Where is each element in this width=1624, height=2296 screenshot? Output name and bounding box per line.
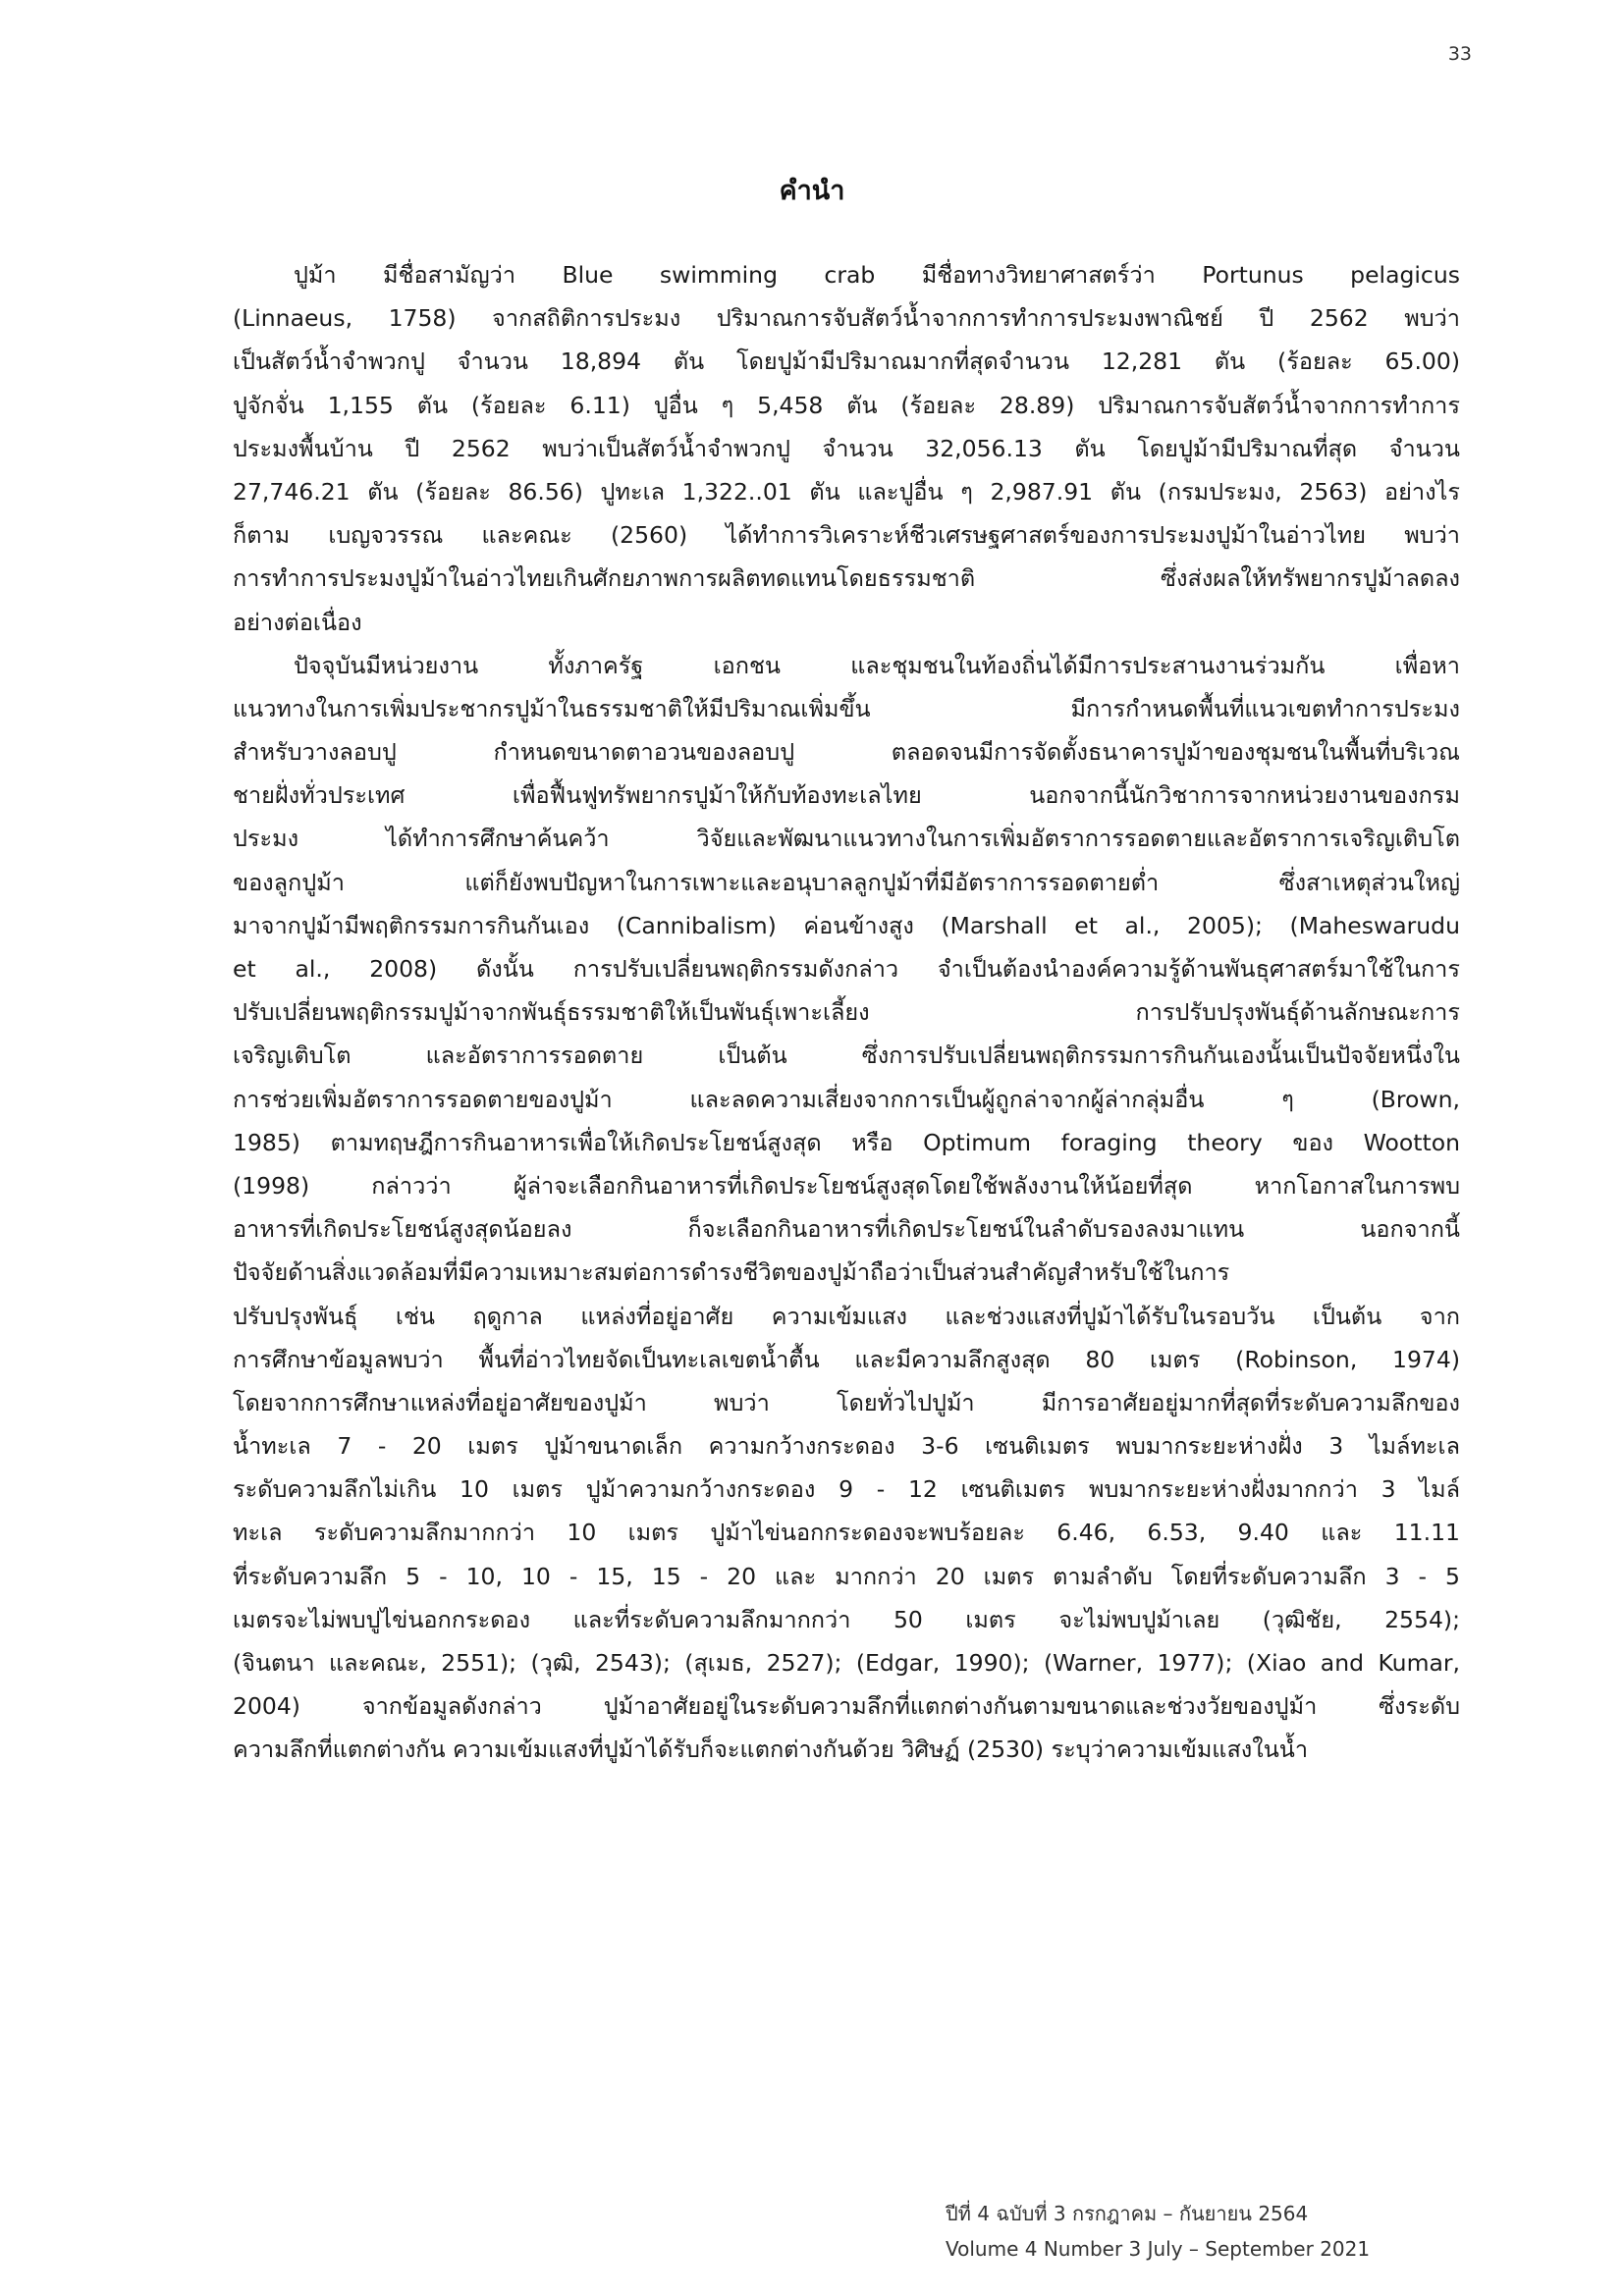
text-line: ระดับความลึกไม่เกิน 10 เมตร ปูม้าความกว้างกระดอง 9 - 12 เซนติเมตร พบมากระยะห่างฝั่งมากกว่า 3 ไมล์ xyxy=(233,1475,1460,1504)
body-text xyxy=(233,253,1460,1772)
page-number: 33 xyxy=(1447,43,1472,65)
paragraph-2 xyxy=(233,644,1460,1772)
text-line: ประมง ได้ทำการศึกษาค้นคว้า วิจัยและพัฒนาแนวทางในการเพิ่มอัตราการรอดตายและอัตราการเจริญเติบโต xyxy=(233,825,1460,853)
section-title: คำนำ xyxy=(779,176,845,206)
text-line: 27,746.21 ตัน (ร้อยละ 86.56) ปูทะเล 1,322..01 ตัน และปูอื่น ๆ 2,987.91 ตัน (กรมประมง, 2563) อย่างไร xyxy=(233,477,1460,506)
text-line: ปัจจัยด้านสิ่งแวดล้อมที่มีความเหมาะสมต่อการดำรงชีวิตของปูม้าถือว่าเป็นส่วนสำคัญสำหรับใช้ในการ xyxy=(233,1258,1230,1287)
text-line: อย่างต่อเนื่อง xyxy=(233,608,362,636)
text-line: ทะเล ระดับความลึกมากกว่า 10 เมตร ปูม้าไข่นอกกระดองจะพบร้อยละ 6.46, 6.53, 9.40 และ 11.11 xyxy=(233,1519,1460,1547)
text-line: การศึกษาข้อมูลพบว่า พื้นที่อ่าวไทยจัดเป็นทะเลเขตน้ำตื้น และมีความลึกสูงสุด 80 เมตร (Robinson, 1974) xyxy=(233,1345,1460,1373)
text-line: ปูจักจั่น 1,155 ตัน (ร้อยละ 6.11) ปูอื่น ๆ 5,458 ตัน (ร้อยละ 28.89) ปริมาณการจับสัตว์น้ำจากการทำการ xyxy=(233,391,1460,419)
text-line: เป็นสัตว์น้ำจำพวกปู จำนวน 18,894 ตัน โดยปูม้ามีปริมาณมากที่สุดจำนวน 12,281 ตัน (ร้อยละ 65.00) xyxy=(233,347,1460,376)
text-line: ประมงพื้นบ้าน ปี 2562 พบว่าเป็นสัตว์น้ำจำพวกปู จำนวน 32,056.13 ตัน โดยปูม้ามีปริมาณที่สุด จำนวน xyxy=(233,434,1460,462)
text-line: et al., 2008) ดังนั้น การปรับเปลี่ยนพฤติกรรมดังกล่าว จำเป็นต้องนำองค์ความรู้ด้านพันธุศาสตร์มาใช้ในการ xyxy=(233,955,1460,983)
text-line: 2004) จากข้อมูลดังกล่าว ปูม้าอาศัยอยู่ในระดับความลึกที่แตกต่างกันตามขนาดและช่วงวัยของปูม้า ซึ่งระดับ xyxy=(233,1692,1460,1721)
text-line: การช่วยเพิ่มอัตราการรอดตายของปูม้า และลดความเสี่ยงจากการเป็นผู้ถูกล่าจากผู้ล่ากลุ่มอื่น ๆ (Brown, xyxy=(233,1085,1460,1113)
text-line: เจริญเติบโต และอัตราการรอดตาย เป็นต้น ซึ่งการปรับเปลี่ยนพฤติกรรมการกินกันเองนั้นเป็นปัจจัยหนึ่งใน xyxy=(233,1041,1460,1070)
text-line: (Linnaeus, 1758) จากสถิติการประมง ปริมาณการจับสัตว์น้ำจากการทำการประมงพาณิชย์ ปี 2562 พบว่า xyxy=(233,304,1460,333)
footer-english-issue: Volume 4 Number 3 July – September 2021 xyxy=(946,2237,1371,2261)
text-line: มาจากปูม้ามีพฤติกรรมการกินกันเอง (Cannibalism) ค่อนข้างสูง (Marshall et al., 2005); (Maheswarudu xyxy=(233,911,1460,939)
text-line: ที่ระดับความลึก 5 - 10, 10 - 15, 15 - 20 และ มากกว่า 20 เมตร ตามลำดับ โดยที่ระดับความลึก 3 - 5 xyxy=(233,1562,1460,1590)
text-line: ของลูกปูม้า แต่ก็ยังพบปัญหาในการเพาะและอนุบาลลูกปูม้าที่มีอัตราการรอดตายต่ำ ซึ่งสาเหตุส่วนใหญ่ xyxy=(233,868,1460,896)
text-line: ปัจจุบันมีหน่วยงาน ทั้งภาครัฐ เอกชน และชุมชนในท้องถิ่นได้มีการประสานงานร่วมกัน เพื่อหา xyxy=(294,651,1460,679)
text-line: ชายฝั่งทั่วประเทศ เพื่อฟื้นฟูทรัพยากรปูม้าให้กับท้องทะเลไทย นอกจากนี้นักวิชาการจากหน่วยงานของกรม xyxy=(233,781,1460,810)
text-line: ปรับเปลี่ยนพฤติกรรมปูม้าจากพันธุ์ธรรมชาติให้เป็นพันธุ์เพาะเลี้ยง การปรับปรุงพันธุ์ด้านลักษณะการ xyxy=(233,998,1460,1027)
text-line: โดยจากการศึกษาแหล่งที่อยู่อาศัยของปูม้า พบว่า โดยทั่วไปปูม้า มีการอาศัยอยู่มากที่สุดที่ระดับความลึกของ xyxy=(233,1388,1460,1416)
text-line: อาหารที่เกิดประโยชน์สูงสุดน้อยลง ก็จะเลือกกินอาหารที่เกิดประโยชน์ในลำดับรองลงมาแทน นอกจากนี้ xyxy=(233,1215,1460,1244)
text-line: ปรับปรุงพันธุ์ เช่น ฤดูกาล แหล่งที่อยู่อาศัย ความเข้มแสง และช่วงแสงที่ปูม้าได้รับในรอบวัน เป็นต้น จาก xyxy=(233,1302,1460,1330)
text-line: (จินตนา และคณะ, 2551); (วุฒิ, 2543); (สุเมธ, 2527); (Edgar, 1990); (Warner, 1977); (Xiao and Kumar, xyxy=(233,1649,1460,1677)
footer-thai-issue: ปีที่ 4 ฉบับที่ 3 กรกฎาคม – กันยายน 2564 xyxy=(946,2202,1309,2225)
text-line: (1998) กล่าวว่า ผู้ล่าจะเลือกกินอาหารที่เกิดประโยชน์สูงสุดโดยใช้พลังงานให้น้อยที่สุด หากโอกาสในการพบ xyxy=(233,1171,1460,1200)
journal-footer xyxy=(946,2196,1456,2267)
paragraph-1 xyxy=(233,253,1460,644)
text-line: การทำการประมงปูม้าในอ่าวไทยเกินศักยภาพการผลิตทดแทนโดยธรรมชาติ ซึ่งส่งผลให้ทรัพยากรปูม้าลดลง xyxy=(233,564,1460,593)
text-line: ความลึกที่แตกต่างกัน ความเข้มแสงที่ปูม้าได้รับก็จะแตกต่างกันด้วย วิศิษฏ์ (2530) ระบุว่าความเข้มแสงในน้ำ xyxy=(233,1735,1309,1764)
text-line: สำหรับวางลอบปู กำหนดขนาดตาอวนของลอบปู ตลอดจนมีการจัดตั้งธนาคารปูม้าของชุมชนในพื้นที่บริเวณ xyxy=(233,738,1460,767)
text-line: ปูม้า มีชื่อสามัญว่า Blue swimming crab มีชื่อทางวิทยาศาสตร์ว่า Portunus pelagicus xyxy=(294,261,1460,289)
text-line: เมตรจะไม่พบปูไข่นอกกระดอง และที่ระดับความลึกมากกว่า 50 เมตร จะไม่พบปูม้าเลย (วุฒิชัย, 2554); xyxy=(233,1605,1460,1633)
text-line: 1985) ตามทฤษฎีการกินอาหารเพื่อให้เกิดประโยชน์สูงสุด หรือ Optimum foraging theory ของ Wootton xyxy=(233,1128,1460,1156)
text-line: น้ำทะเล 7 - 20 เมตร ปูม้าขนาดเล็ก ความกว้างกระดอง 3-6 เซนติเมตร พบมากระยะห่างฝั่ง 3 ไมล์ทะเล xyxy=(233,1432,1460,1461)
text-line: แนวทางในการเพิ่มประชากรปูม้าในธรรมชาติให้มีปริมาณเพิ่มขึ้น มีการกำหนดพื้นที่แนวเขตทำการประมง xyxy=(233,694,1460,722)
text-line: ก็ตาม เบญจวรรณ และคณะ (2560) ได้ทำการวิเคราะห์ชีวเศรษฐศาสตร์ของการประมงปูม้าในอ่าวไทย พบว่า xyxy=(233,521,1460,550)
